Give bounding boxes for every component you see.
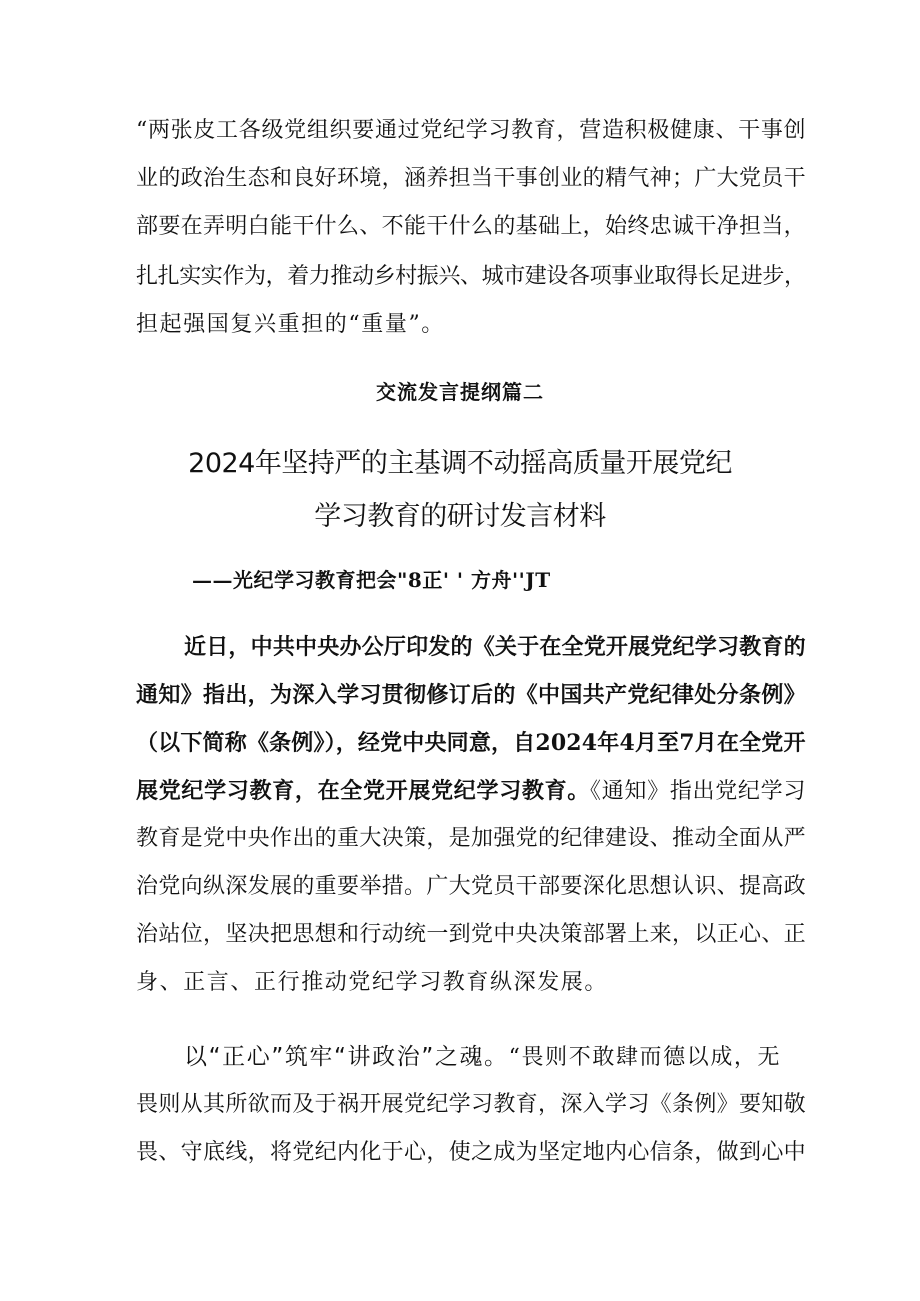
body-line-2: 通知》指出，为深入学习贯彻修订后的《中国共产党纪律处分条例》 bbox=[136, 682, 807, 708]
intro-line-2: 业的政治生态和良好环境，涵养担当干事创业的精气神；广大党员干 bbox=[136, 166, 807, 191]
point-line-1-rest: “畏则不敢肆而德以成，无 bbox=[508, 1045, 782, 1070]
intro-line-1: “两张皮工各级党组织要通过党纪学习教育，营造积极健康、干事创 bbox=[136, 118, 807, 143]
body-line-4-rest: 《通知》指出党纪学习 bbox=[590, 779, 807, 804]
intro-line-5: 担起强国复兴重担的“重量”。 bbox=[136, 312, 445, 337]
document-subtitle: ——光纪学习教育把会"8正' ' 方舟''JT bbox=[192, 568, 551, 592]
body-line-8: 身、正言、正行推动党纪学习教育纵深发展。 bbox=[136, 970, 609, 995]
intro-line-4: 扎扎实实作为，着力推动乡村振兴、城市建设各项事业取得长足进步， bbox=[136, 264, 806, 289]
intro-line-3: 部要在弄明白能干什么、不能干什么的基础上，始终忠诚干净担当， bbox=[136, 214, 807, 239]
document-title-line-1: 2024年坚持严的主基调不动摇高质量开展党纪 bbox=[188, 448, 732, 479]
body-line-4-bold: 展党纪学习教育，在全党开展党纪学习教育。 bbox=[136, 778, 591, 804]
body-line-4 bbox=[136, 776, 806, 807]
body-line-3: （以下简称《条例》），经党中央同意，自2024年4月至7月在全党开 bbox=[136, 730, 806, 756]
point-heading: 以“正心”筑牢“讲政治”之魂。 bbox=[184, 1044, 509, 1070]
body-line-6: 治党向纵深发展的重要举措。广大党员干部要深化思想认识、提高政 bbox=[136, 874, 807, 899]
body-line-5: 教育是党中央作出的重大决策，是加强党的纪律建设、推动全面从严 bbox=[136, 826, 807, 851]
point-line-3: 畏、守底线，将党纪内化于心，使之成为坚定地内心信条，做到心中 bbox=[136, 1140, 807, 1165]
body-line-1: 近日，中共中央办公厅印发的《关于在全党开展党纪学习教育的 bbox=[184, 634, 806, 660]
document-title-line-2: 学习教育的研讨发言材料 bbox=[314, 501, 606, 532]
point-line-1 bbox=[184, 1042, 781, 1073]
point-line-2: 畏则从其所欲而及于祸开展党纪学习教育，深入学习《条例》要知敬 bbox=[136, 1092, 807, 1117]
section-heading: 交流发言提纲篇二 bbox=[376, 380, 544, 404]
body-line-7: 治站位，坚决把思想和行动统一到党中央决策部署上来，以正心、正 bbox=[136, 922, 807, 947]
